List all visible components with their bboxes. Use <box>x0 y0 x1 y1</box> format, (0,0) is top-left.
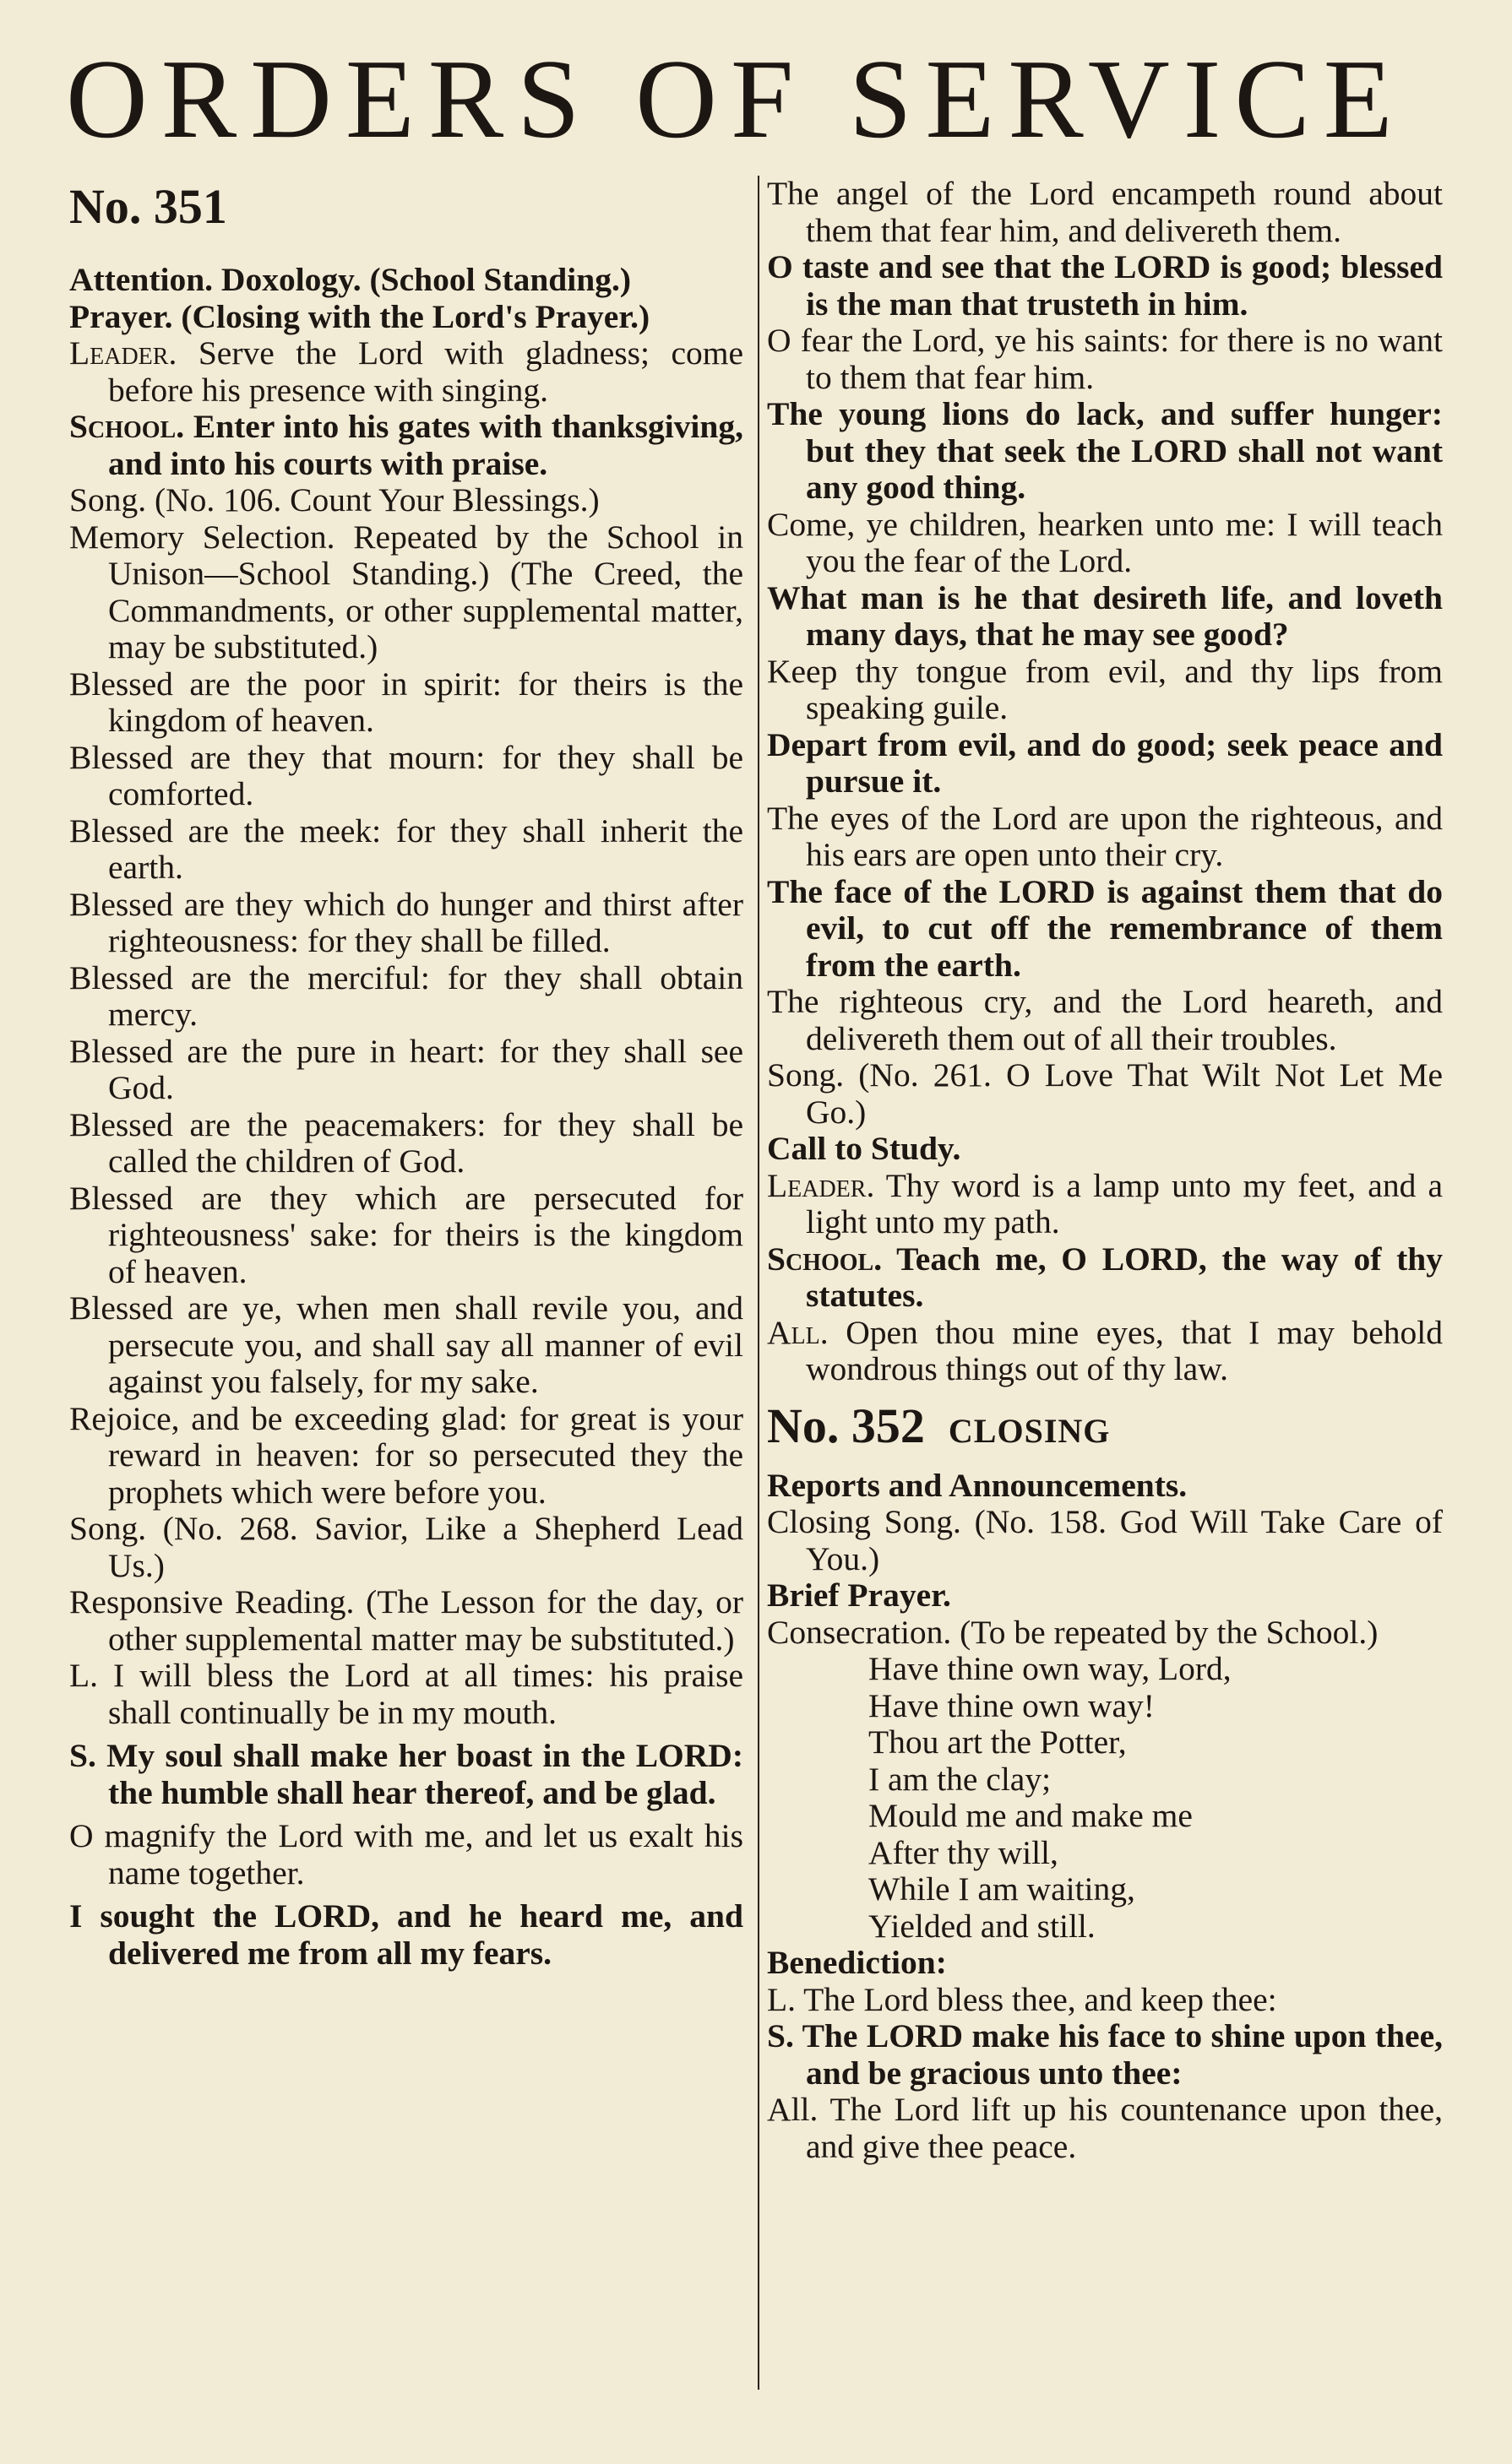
speaker-label: School. <box>69 408 185 445</box>
column-divider <box>758 176 759 2390</box>
benediction-leader: L. The Lord bless thee, and keep thee: <box>767 1980 1277 2018</box>
closing-item-reports: Reports and Announcements. <box>767 1466 1188 1504</box>
closing-item-consecration: Consecration. (To be repeated by the School.) <box>767 1613 1379 1651</box>
reading-verse-6: O taste and see that the LORD is good; blessed is the man that trusteth in him. <box>767 248 1443 323</box>
beatitude-6: Blessed are the pure in heart: for they shall see God. <box>69 1032 743 1106</box>
benediction-school: S. The LORD make his face to shine upon thee, and be gracious unto thee: <box>767 2017 1443 2092</box>
speaker-label: Leader. <box>767 1166 875 1204</box>
poem-line: After thy will, <box>868 1833 1058 1871</box>
reading-verse-7: O fear the Lord, ye his saints: for there is no want to them that fear him. <box>767 322 1443 396</box>
page-title: ORDERS OF SERVICE <box>66 36 1406 161</box>
reading-verse-9: Come, ye children, hearken unto me: I will teach you the fear of the Lord. <box>767 505 1443 579</box>
poem-line: Thou art the Potter, <box>868 1723 1127 1761</box>
beatitude-rejoice: Rejoice, and be exceeding glad: for great is your reward in heaven: for so persecuted they the prophets which were before you. <box>69 1399 743 1511</box>
poem-line: I am the clay; <box>868 1760 1052 1798</box>
speaker-label: All. <box>767 1313 829 1351</box>
order-item-call-to-study: Call to Study. <box>767 1130 961 1167</box>
beatitude-8: Blessed are they which are persecuted for righteousness' sake: for theirs is the kingdom of heaven. <box>69 1179 743 1290</box>
closing-item-brief-prayer: Brief Prayer. <box>767 1577 951 1614</box>
reading-verse-5: The angel of the Lord encampeth round about them that fear him, and delivereth them. <box>767 175 1443 249</box>
reading-verse-2: S. My soul shall make her boast in the LORD: the humble shall hear thereof, and be glad. <box>69 1737 743 1811</box>
order-352-label: CLOSING <box>948 1411 1111 1450</box>
order-351-continued-column <box>767 176 1443 2165</box>
reading-verse-4: I sought the LORD, and he heard me, and delivered me from all my fears. <box>69 1897 743 1972</box>
call-leader: Leader. Thy word is a lamp unto my feet, and a light unto my path. <box>767 1166 1443 1240</box>
order-351-column <box>69 176 743 1972</box>
consecration-poem <box>767 1651 1443 1945</box>
reading-verse-15: The righteous cry, and the Lord heareth, and delivereth them out of all their troubles. <box>767 983 1443 1057</box>
poem-line: Have thine own way, Lord, <box>868 1650 1232 1687</box>
benediction-all: All. The Lord lift up his countenance upon thee, and give thee peace. <box>767 2091 1443 2165</box>
poem-line: While I am waiting, <box>868 1870 1135 1908</box>
reading-verse-8: The young lions do lack, and suffer hunger: but they that seek the LORD shall not want any good thing. <box>767 395 1443 506</box>
reading-verse-1: L. I will bless the Lord at all times: his praise shall continually be in my mouth. <box>69 1657 743 1731</box>
poem-line: Yielded and still. <box>868 1907 1096 1945</box>
order-352-number: No. 352 <box>767 1398 925 1453</box>
poem-line: Mould me and make me <box>868 1797 1193 1834</box>
beatitude-5: Blessed are the merciful: for they shall obtain mercy. <box>69 958 743 1033</box>
order-item-responsive-reading: Responsive Reading. (The Lesson for the day, or other supplemental matter may be substituted.) <box>69 1583 743 1658</box>
order-item-memory-selection: Memory Selection. Repeated by the School in Unison—School Standing.) (The Creed, the Commandments, or other supplemental matter, may be substituted.) <box>69 518 743 665</box>
order-item-song-268: Song. (No. 268. Savior, Like a Shepherd Lead Us.) <box>69 1510 743 1584</box>
beatitude-7: Blessed are the peacemakers: for they shall be called the children of God. <box>69 1105 743 1180</box>
order-351-heading <box>69 177 743 236</box>
reading-verse-11: Keep thy tongue from evil, and thy lips from speaking guile. <box>767 652 1443 726</box>
speaker-label: Leader. <box>69 334 177 372</box>
beatitude-3: Blessed are the meek: for they shall inherit the earth. <box>69 811 743 886</box>
reading-verse-3: O magnify the Lord with me, and let us exalt his name together. <box>69 1817 743 1891</box>
beatitude-4: Blessed are they which do hunger and thirst after righteousness: for they shall be filled. <box>69 885 743 959</box>
beatitude-2: Blessed are they that mourn: for they shall be comforted. <box>69 738 743 812</box>
order-352-heading <box>767 1397 1443 1461</box>
order-item-leader-call: Leader. Serve the Lord with gladness; come before his presence with singing. <box>69 334 744 409</box>
order-351-number: No. 351 <box>69 179 227 234</box>
closing-item-song-158: Closing Song. (No. 158. God Will Take Care of You.) <box>767 1503 1443 1577</box>
order-item-prayer: Prayer. (Closing with the Lord's Prayer.) <box>69 297 650 335</box>
order-item-attention: Attention. Doxology. (School Standing.) <box>69 261 632 298</box>
call-school: School. Teach me, O LORD, the way of thy statutes. <box>767 1240 1443 1314</box>
order-item-song-261: Song. (No. 261. O Love That Wilt Not Let Me Go.) <box>767 1056 1443 1131</box>
poem-line: Have thine own way! <box>868 1686 1155 1724</box>
beatitude-1: Blessed are the poor in spirit: for theirs is the kingdom of heaven. <box>69 665 743 739</box>
reading-verse-14: The face of the LORD is against them that do evil, to cut off the remembrance of them from the earth. <box>767 872 1443 984</box>
beatitude-9: Blessed are ye, when men shall revile you, and persecute you, and shall say all manner of evil against you falsely, for my sake. <box>69 1289 743 1400</box>
reading-verse-13: The eyes of the Lord are upon the righteous, and his ears are open unto their cry. <box>767 799 1443 873</box>
benediction-heading: Benediction: <box>767 1944 947 1981</box>
order-item-school-response: School. Enter into his gates with thanksgiving, and into his courts with praise. <box>69 408 743 482</box>
call-all: All. Open thou mine eyes, that I may behold wondrous things out of thy law. <box>767 1313 1443 1387</box>
order-item-song-106: Song. (No. 106. Count Your Blessings.) <box>69 481 600 518</box>
reading-verse-10: What man is he that desireth life, and loveth many days, that he may see good? <box>767 578 1443 653</box>
reading-verse-12: Depart from evil, and do good; seek peace and pursue it. <box>767 725 1443 800</box>
speaker-label: School. <box>767 1240 883 1278</box>
